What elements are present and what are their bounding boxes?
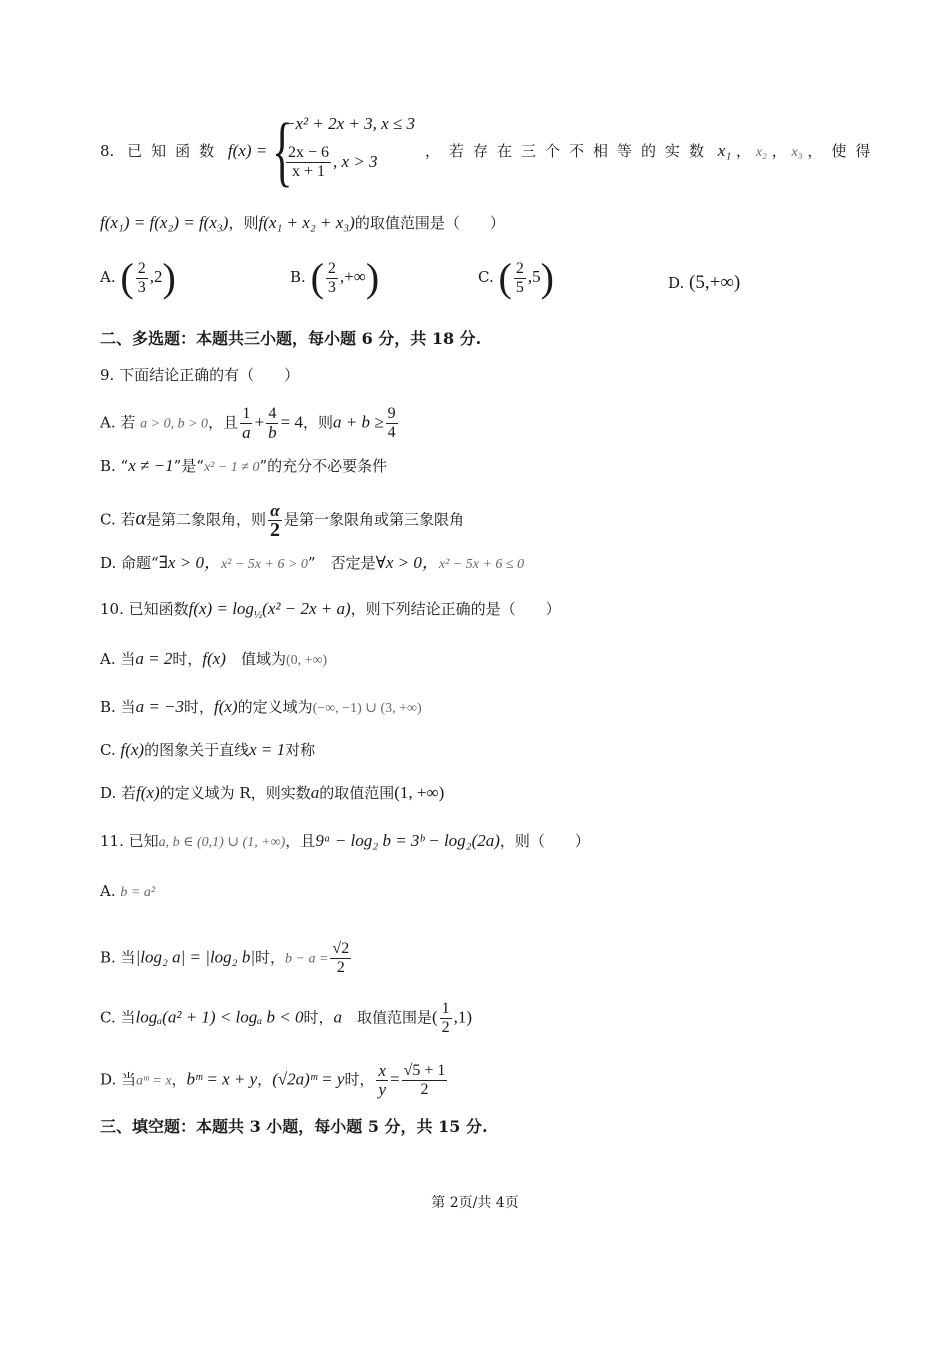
q11-option-a [100,880,860,904]
q10-b-m: a = −3 [135,697,185,716]
section3-heading: 三、填空题：本题共 3 小题，每小题 5 分，共 15 分. [100,1117,488,1136]
q8-line2-math: f(x₁) = f(x₂) = f(x₃) [100,213,229,232]
q10-b-r: (−∞, −1) ∪ (3, +∞) [312,701,422,716]
q9-c-fn: α [270,501,280,520]
q10-stem-math: f(x) = log [188,599,254,618]
paren-open-icon: ( [310,255,324,300]
q8-sep2: ， [771,142,787,160]
q8-line2 [100,212,860,234]
q11-option-c [100,1000,860,1037]
q9-a-f2n: 4 [268,405,277,422]
q11-b-t: 时， [255,948,286,967]
q9-option-a [100,405,860,442]
q8-middle: ，若存在三个不相等的实数 [425,142,714,160]
q9-c-mid: 是第二象限角，则 [145,510,266,529]
q10-d-label: D. 若 [100,784,137,802]
q8-case1: −x² + 2x + 3, x ≤ 3 [284,114,415,133]
q8-b-den: 3 [327,278,336,296]
q10-a-t2: 值域为 [225,650,286,668]
q9-a-cond: a > 0, b > 0 [140,416,209,432]
q8-sep1: ， [736,142,752,160]
q11-d-m2: bᵐ = x + y [186,1069,258,1089]
q9-c-tail: 是第一象限角或第三象限角 [284,510,465,529]
q8-option-b [290,255,380,300]
q8-a-rest: ,2 [149,267,163,286]
q8-option-d-label: D. [668,274,685,292]
q9-c-label: C. 若 [100,510,136,529]
q10-c-tail: 对称 [285,741,316,759]
q9-b-m1: x ≠ −1 [128,456,174,475]
q10-option-c [100,739,860,761]
q10-option-a [100,648,860,672]
q8-c-den: 5 [515,278,524,296]
q11-c-fn: 1 [441,1000,450,1017]
q10-option-b [100,696,860,720]
q8-line2-math2: f(x₁ + x₂ + x₃) [258,213,355,232]
q10-stem-tail: ，则下列结论正确的是（ ） [350,600,561,618]
q8-x3: x₃ [791,145,803,160]
q9-a-eq: = 4 [280,412,304,432]
paren-open-icon: ( [120,255,134,300]
q11-c-t2: 取值范围是 [341,1008,432,1027]
q10-c-f: f(x) [120,740,145,759]
section2-heading: 二、多选题：本题共三小题，每小题 6 分，共 18 分. [100,329,482,348]
q8-x2: x₂ [755,145,767,160]
q11-stem-tail: ，则（ ） [499,832,590,850]
q8-option-a-label: A. [100,268,116,286]
paren-close-icon: ) [540,255,554,300]
q8-b-rest: ,+∞ [339,267,366,286]
q8-option-c [478,255,554,300]
q8-end: ，使得 [807,142,880,160]
q8-line1-tail [425,140,880,164]
q11-a-label: A. [100,882,116,900]
q10-option-d [100,782,860,804]
q11-a-m: b = a² [120,885,156,900]
q10-stem-arg: (x² − 2x + a) [262,599,351,618]
q11-stem-mid: ，且 [285,832,316,850]
q11-d-t: 时， [344,1070,375,1089]
q10-d-t: 的定义域为 R，则实数 [159,784,311,802]
q9-d-label: D. 命题“ [100,554,159,572]
q11-c-t: 时， [303,1008,334,1027]
q9-option-d [100,552,860,576]
q9-d-mid: ” 否定是 [307,554,376,572]
q8-case2 [284,144,378,181]
q8-x1: x₁ [717,141,732,160]
q10-b-f: f(x) [214,697,238,716]
q11-option-b [100,940,860,977]
q10-b-t2: 的定义域为 [237,698,313,716]
q10-b-t1: 时， [184,698,215,716]
q10-d-r: (1, +∞) [394,783,445,802]
q9-b-m2: x² − 1 ≠ 0 [203,460,260,475]
q10-d-t2: 的取值范围 [319,784,395,802]
q10-c-m: x = 1 [249,740,286,759]
paren-close-icon: ) [162,255,176,300]
q8-case2-den: x + 1 [292,163,326,180]
q11-b-m: |log₂ a| = |log₂ b| [135,947,255,967]
q11-c-m: logₐ(a² + 1) < logₐ b < 0 [135,1007,304,1027]
q10-a-r: (0, +∞) [285,653,328,668]
page-footer: 第 2页/共 4页 [431,1195,519,1211]
q9-a-label: A. 若 [100,413,136,432]
q9-c-fd: 2 [270,519,280,541]
q9-stem: 9. 下面结论正确的有（ ） [100,366,300,384]
q8-case2-cond: , x > 3 [333,152,378,171]
q11-d-fd2: 2 [420,1081,429,1098]
q10-c-t: 的图象关于直线 [144,741,250,759]
q9-a-mid: ，且 [208,413,239,432]
q8-a-den: 3 [137,278,146,296]
q8-number: 8. [100,142,115,160]
q9-option-c [100,502,860,539]
q11-c-r-close: ,1) [453,1007,473,1027]
q11-d-label: D. 当 [100,1070,137,1089]
q8-d-text: (5,+∞) [689,272,741,293]
q9-a-f1n: 1 [242,405,251,422]
q10-stem [100,598,860,626]
q9-c-alpha: α [135,507,146,530]
q11-d-fn2: √5 + 1 [403,1062,446,1079]
q10-d-a: a [310,783,320,802]
q10-a-f: f(x) [202,649,226,668]
q11-b-label: B. 当 [100,948,136,967]
q11-stem [100,830,860,854]
q9-d-m4: x² − 5x + 6 ≤ 0 [438,557,525,572]
q9-d-m3: ∀x > 0， [375,553,439,572]
q10-c-label: C. [100,741,116,759]
q11-d-fn1: x [378,1061,387,1080]
q11-d-sep1: ， [171,1070,187,1089]
q10-a-m: a = 2 [135,649,173,668]
q8-line2-tail: 的取值范围是（ ） [354,214,505,232]
q8-b-num: 2 [327,259,336,277]
q9-a-f3n: 9 [387,405,396,422]
q8-a-num: 2 [137,259,146,277]
q9-a-then: ，则 [303,413,334,432]
q9-d-m1: ∃x > 0， [158,553,221,572]
q11-c-r-open: ( [432,1007,438,1027]
q11-d-m3: (√2a)ᵐ = y [272,1069,345,1089]
q8-c-rest: ,5 [527,267,541,286]
q8-option-c-label: C. [478,268,494,286]
q9-a-res: a + b ≥ [333,412,384,432]
q9-b-label: B. “ [100,457,129,475]
q11-d-eq: = [390,1069,400,1089]
q11-b-m2: b − a = [285,951,329,967]
q11-stem-m1: a, b ∈ (0,1) ∪ (1, +∞) [158,835,286,850]
piecewise-brace-icon: { [272,107,293,194]
q8-func: f(x) = [227,141,268,160]
q9-option-b [100,455,860,479]
q8-intro: 已知函数 [127,142,224,160]
q11-stem-pre: 11. 已知 [100,832,159,850]
q8-c-num: 2 [515,259,524,277]
q8-option-d [668,272,740,294]
q9-b-mid: ”是“ [173,457,204,475]
q8-option-b-label: B. [290,268,306,286]
q11-c-fd: 2 [441,1019,450,1036]
q11-option-d [100,1062,860,1099]
q9-a-plus: + [254,412,265,432]
q8-line2-text: ，则 [228,214,259,232]
q10-stem-base: ½ [253,609,263,621]
q10-stem-pre: 10. 已知函数 [100,600,189,618]
q11-b-fn: √2 [332,940,350,957]
q10-a-label: A. 当 [100,650,136,668]
q11-d-m1: aᵐ = x [136,1073,172,1089]
q9-a-f2d: b [268,423,277,442]
q8-option-a [100,255,176,300]
q11-b-fd: 2 [336,959,345,976]
q11-c-a: a [333,1007,342,1027]
q8-case2-num: 2x − 6 [288,144,330,161]
q10-b-label: B. 当 [100,698,136,716]
q10-d-f: f(x) [136,783,160,802]
paren-open-icon: ( [498,255,512,300]
q9-d-m2: x² − 5x + 6 > 0 [220,557,308,572]
q11-c-label: C. 当 [100,1008,136,1027]
q11-stem-m2: 9ᵃ − log₂ b = 3ᵇ − log₂(2a) [315,831,500,850]
q10-a-t1: 时， [172,650,203,668]
q9-a-f3d: 4 [387,424,396,441]
q9-b-tail: ”的充分不必要条件 [259,457,388,475]
q9-a-f1d: a [242,423,251,442]
q11-d-sep2: ， [257,1070,273,1089]
q11-d-fd1: y [378,1080,387,1099]
paren-close-icon: ) [365,255,380,300]
